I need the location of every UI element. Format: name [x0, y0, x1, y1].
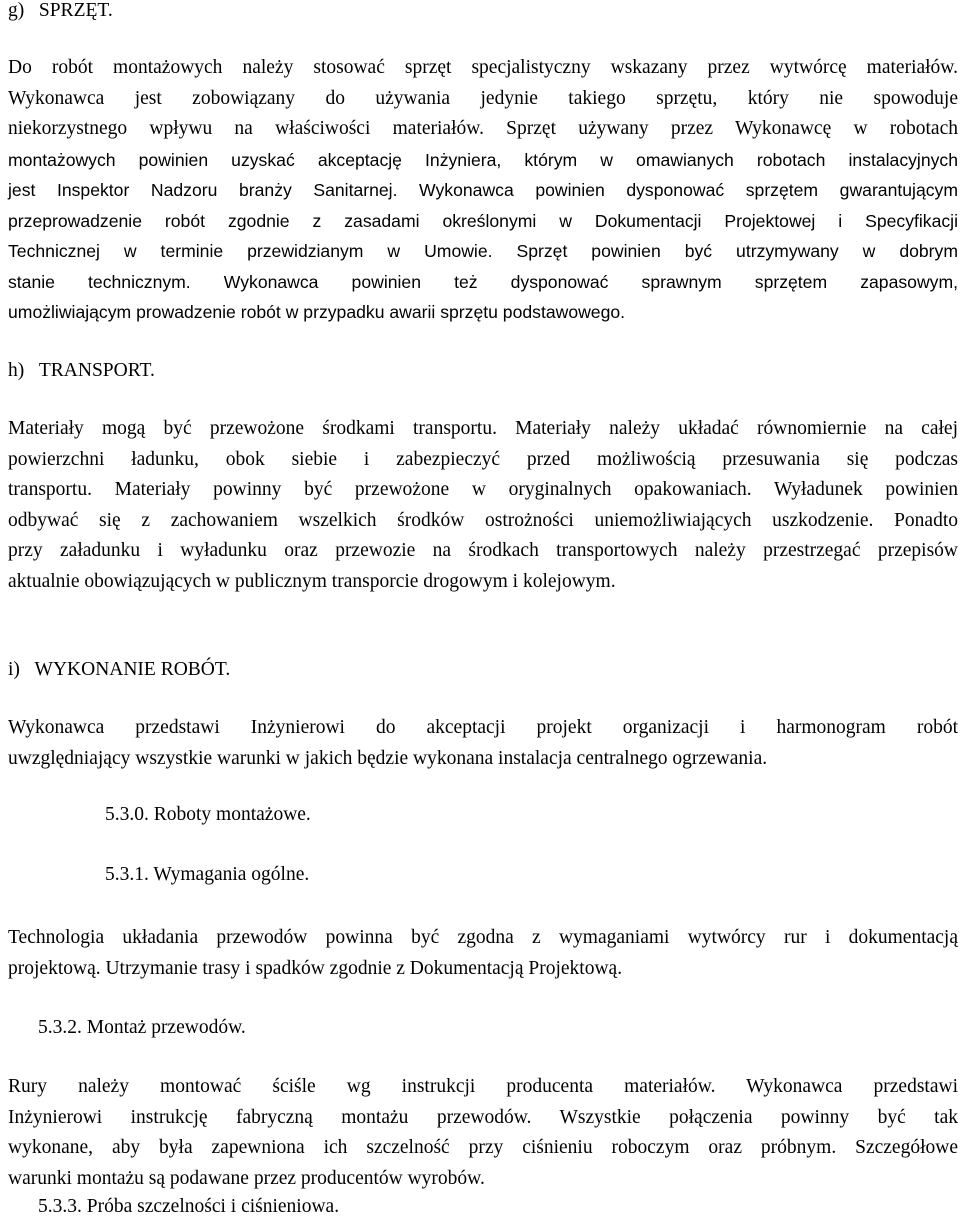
subsection-title-5-3-3: 5.3.3. Próba szczelności i ciśnieniowa.: [38, 1196, 340, 1217]
text-line: Rury należy montować ściśle wg instrukcji producenta materiałów. Wykonawca przedstawi: [8, 1076, 958, 1097]
text-line: odbywać się z zachowaniem wszelkich środków ostrożności uniemożliwiających uszkodzenie. Ponadto: [8, 509, 958, 531]
text-line: Materiały mogą być przewożone środkami transportu. Materiały należy układać równomiernie na całej: [8, 418, 958, 439]
text-line: aktualnie obowiązujących w publicznym transporcie drogowym i kolejowym.: [8, 570, 616, 592]
subsection-title-5-3-1: 5.3.1. Wymagania ogólne.: [105, 864, 310, 885]
subsection-5-3-1-paragraph: [8, 923, 958, 984]
section-g-paragraph: [8, 53, 958, 328]
text-line: Wykonawca przedstawi Inżynierowi do akceptacji projekt organizacji i harmonogram robót: [8, 717, 958, 738]
text-line: stanie technicznym. Wykonawca powinien też dysponować sprawnym sprzętem zapasowym,: [8, 271, 958, 292]
text-line: uwzględniający wszystkie warunki w jakich będzie wykonana instalacja centralnego ogrzewania.: [8, 747, 768, 769]
text-line: transportu. Materiały powinny być przewożone w oryginalnych opakowaniach. Wyładunek powinien: [8, 479, 958, 500]
subsection-title-5-3-2: 5.3.2. Montaż przewodów.: [38, 1017, 246, 1038]
text-line: Do robót montażowych należy stosować sprzęt specjalistyczny wskazany przez wytwórcę materiałów.: [8, 57, 958, 78]
text-line: wykonane, aby była zapewniona ich szczelność przy ciśnieniu roboczym oraz próbnym. Szczegółowe: [8, 1137, 958, 1158]
text-line: projektową. Utrzymanie trasy i spadków zgodnie z Dokumentacją Projektową.: [8, 957, 623, 979]
text-line: przeprowadzenie robót zgodnie z zasadami określonymi w Dokumentacji Projektowej i Specyfikacji: [8, 210, 958, 231]
text-line: przy załadunku i wyładunku oraz przewozie na środkach transportowych należy przestrzegać przepisów: [8, 540, 958, 561]
text-line: montażowych powinien uzyskać akceptację Inżyniera, którym w omawianych robotach instalacyjnych: [8, 149, 958, 170]
section-i-paragraph: [8, 713, 958, 774]
text-line: jest Inspektor Nadzoru branży Sanitarnej. Wykonawca powinien dysponować sprzętem gwarantującym: [8, 180, 958, 200]
text-line: Wykonawca jest zobowiązany do używania jedynie takiego sprzętu, który nie spowoduje: [8, 87, 958, 109]
section-heading-h: h) TRANSPORT.: [8, 360, 155, 381]
text-line: warunki montażu są podawane przez producentów wyrobów.: [8, 1167, 485, 1189]
text-line: Inżynierowi instrukcję fabryczną montażu przewodów. Wszystkie połączenia powinny być tak: [8, 1106, 958, 1128]
text-line: niekorzystnego wpływu na właściwości materiałów. Sprzęt używany przez Wykonawcę w robotach: [8, 118, 958, 139]
section-heading-i: i) WYKONANIE ROBÓT.: [8, 659, 231, 680]
text-line: Technologia układania przewodów powinna być zgodna z wymaganiami wytwórcy rur i dokumentacją: [8, 927, 958, 948]
text-line: powierzchni ładunku, obok siebie i zabezpieczyć przed możliwością przesuwania się podczas: [8, 448, 958, 470]
section-h-paragraph: [8, 414, 958, 597]
section-heading-g: g) SPRZĘT.: [8, 0, 113, 21]
text-line: Technicznej w terminie przewidzianym w Umowie. Sprzęt powinien być utrzymywany w dobrym: [8, 241, 958, 261]
text-line: umożliwiającym prowadzenie robót w przypadku awarii sprzętu podstawowego.: [8, 302, 626, 322]
subsection-5-3-2-paragraph: [8, 1072, 958, 1194]
subsection-title-5-3-0: 5.3.0. Roboty montażowe.: [105, 804, 311, 825]
